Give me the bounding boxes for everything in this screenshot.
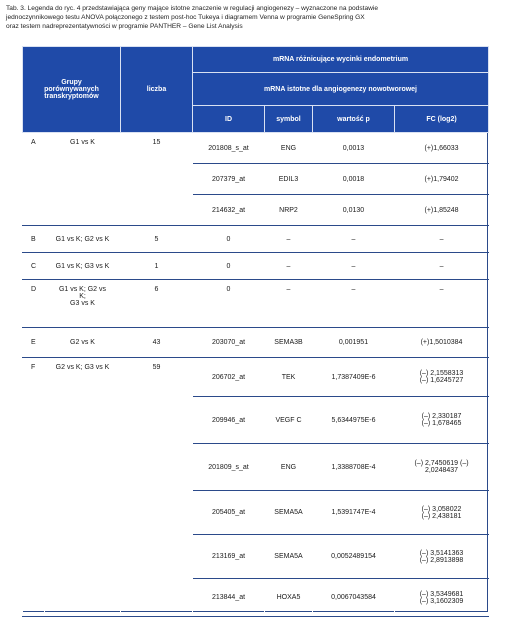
cell-symbol: SEMA3B (265, 328, 313, 358)
caption-line: Tab. 3. Legenda do ryc. 4 przedstawiająca geny mające istotne znaczenie w regulacji angiogenezy – wyznaczone na podstawie (6, 5, 379, 12)
cell-id: 201808_s_at (193, 133, 265, 164)
cell-fc: (–) 3,5349681 (–) 3,1602309 (395, 579, 489, 617)
group-count: 59 (121, 358, 193, 617)
cell-fc: (–) 2,330187 (–) 1,678465 (395, 397, 489, 444)
cell-id: 0 (193, 253, 265, 280)
cell-fc: (+)1,85248 (395, 195, 489, 226)
header-count: liczba (121, 47, 193, 133)
group-comparison: G2 vs K (45, 328, 121, 358)
cell-symbol: EDIL3 (265, 164, 313, 195)
header-p: wartość p (313, 106, 395, 133)
cell-symbol: HOXA5 (265, 579, 313, 617)
cell-id: 214632_at (193, 195, 265, 226)
cell-symbol: – (265, 253, 313, 280)
cell-id: 203070_at (193, 328, 265, 358)
cell-symbol: – (265, 280, 313, 328)
cell-p: 5,6344975E-6 (313, 397, 395, 444)
cell-p: 0,0130 (313, 195, 395, 226)
header-id: ID (193, 106, 265, 133)
group-comparison: G2 vs K; G3 vs K (45, 358, 121, 617)
table-row (23, 328, 489, 358)
cell-fc: (+)1,79402 (395, 164, 489, 195)
cell-fc: (–) 3,5141363 (–) 2,8913898 (395, 535, 489, 579)
header-groups: Grupy porównywanych transkryptomów (23, 47, 121, 133)
cell-id: 213844_at (193, 579, 265, 617)
cell-id: 205405_at (193, 491, 265, 535)
table-row (23, 133, 489, 164)
table-caption (6, 4, 504, 31)
cell-id: 201809_s_at (193, 444, 265, 491)
cell-fc: – (395, 280, 489, 328)
cell-id: 0 (193, 280, 265, 328)
header-symbol: symbol (265, 106, 313, 133)
group-comparison: G1 vs K; G2 vs K (45, 226, 121, 253)
cell-id: 213169_at (193, 535, 265, 579)
group-count: 15 (121, 133, 193, 226)
group-count: 6 (121, 280, 193, 328)
cell-fc: (–) 3,058022 (–) 2,438181 (395, 491, 489, 535)
group-comparison: G1 vs K (45, 133, 121, 226)
group-letter: D (23, 280, 45, 328)
table-row (23, 226, 489, 253)
cell-id: 206702_at (193, 358, 265, 397)
cell-fc: – (395, 253, 489, 280)
cell-fc: (+)1,66033 (395, 133, 489, 164)
group-letter: B (23, 226, 45, 253)
group-count: 1 (121, 253, 193, 280)
cell-id: 207379_at (193, 164, 265, 195)
group-count: 5 (121, 226, 193, 253)
cell-p: 1,5391747E-4 (313, 491, 395, 535)
table-row (23, 253, 489, 280)
header-mrna-all: mRNA różnicujące wycinki endometrium (193, 47, 489, 73)
cell-symbol: SEMA5A (265, 535, 313, 579)
group-letter: E (23, 328, 45, 358)
group-comparison: G1 vs K; G2 vs K; G3 vs K (45, 280, 121, 328)
cell-p: 0,0018 (313, 164, 395, 195)
caption-line: jednoczynnikowego testu ANOVA połączonego z testem post-hoc Tukeya i diagramem Venna w programie GeneSpring GX (6, 14, 365, 21)
cell-symbol: VEGF C (265, 397, 313, 444)
cell-symbol: SEMA5A (265, 491, 313, 535)
header-mrna-angio: mRNA istotne dla angiogenezy nowotworowej (193, 73, 489, 106)
cell-p: 0,0013 (313, 133, 395, 164)
group-letter: A (23, 133, 45, 226)
cell-p: – (313, 226, 395, 253)
cell-p: 1,7387409E-6 (313, 358, 395, 397)
cell-p: 1,3388708E-4 (313, 444, 395, 491)
data-table (22, 46, 489, 617)
cell-p: 0,0067043584 (313, 579, 395, 617)
cell-fc: (–) 2,7450619 (–) 2,0248437 (395, 444, 489, 491)
cell-fc: – (395, 226, 489, 253)
table-row (23, 280, 489, 328)
cell-p: – (313, 253, 395, 280)
cell-symbol: TEK (265, 358, 313, 397)
cell-fc: (+)1,5010384 (395, 328, 489, 358)
group-comparison: G1 vs K; G3 vs K (45, 253, 121, 280)
cell-p: 0,001951 (313, 328, 395, 358)
header-fc: FC (log2) (395, 106, 489, 133)
cell-symbol: – (265, 226, 313, 253)
cell-symbol: ENG (265, 133, 313, 164)
cell-symbol: NRP2 (265, 195, 313, 226)
cell-symbol: ENG (265, 444, 313, 491)
group-letter: F (23, 358, 45, 617)
cell-id: 209946_at (193, 397, 265, 444)
cell-p: 0,0052489154 (313, 535, 395, 579)
cell-fc: (–) 2,1558313 (–) 1,6245727 (395, 358, 489, 397)
group-letter: C (23, 253, 45, 280)
table-row (23, 358, 489, 397)
caption-line: oraz testem nadreprezentatywności w programie PANTHER – Gene List Analysis (6, 23, 243, 30)
group-count: 43 (121, 328, 193, 358)
cell-p: – (313, 280, 395, 328)
cell-id: 0 (193, 226, 265, 253)
